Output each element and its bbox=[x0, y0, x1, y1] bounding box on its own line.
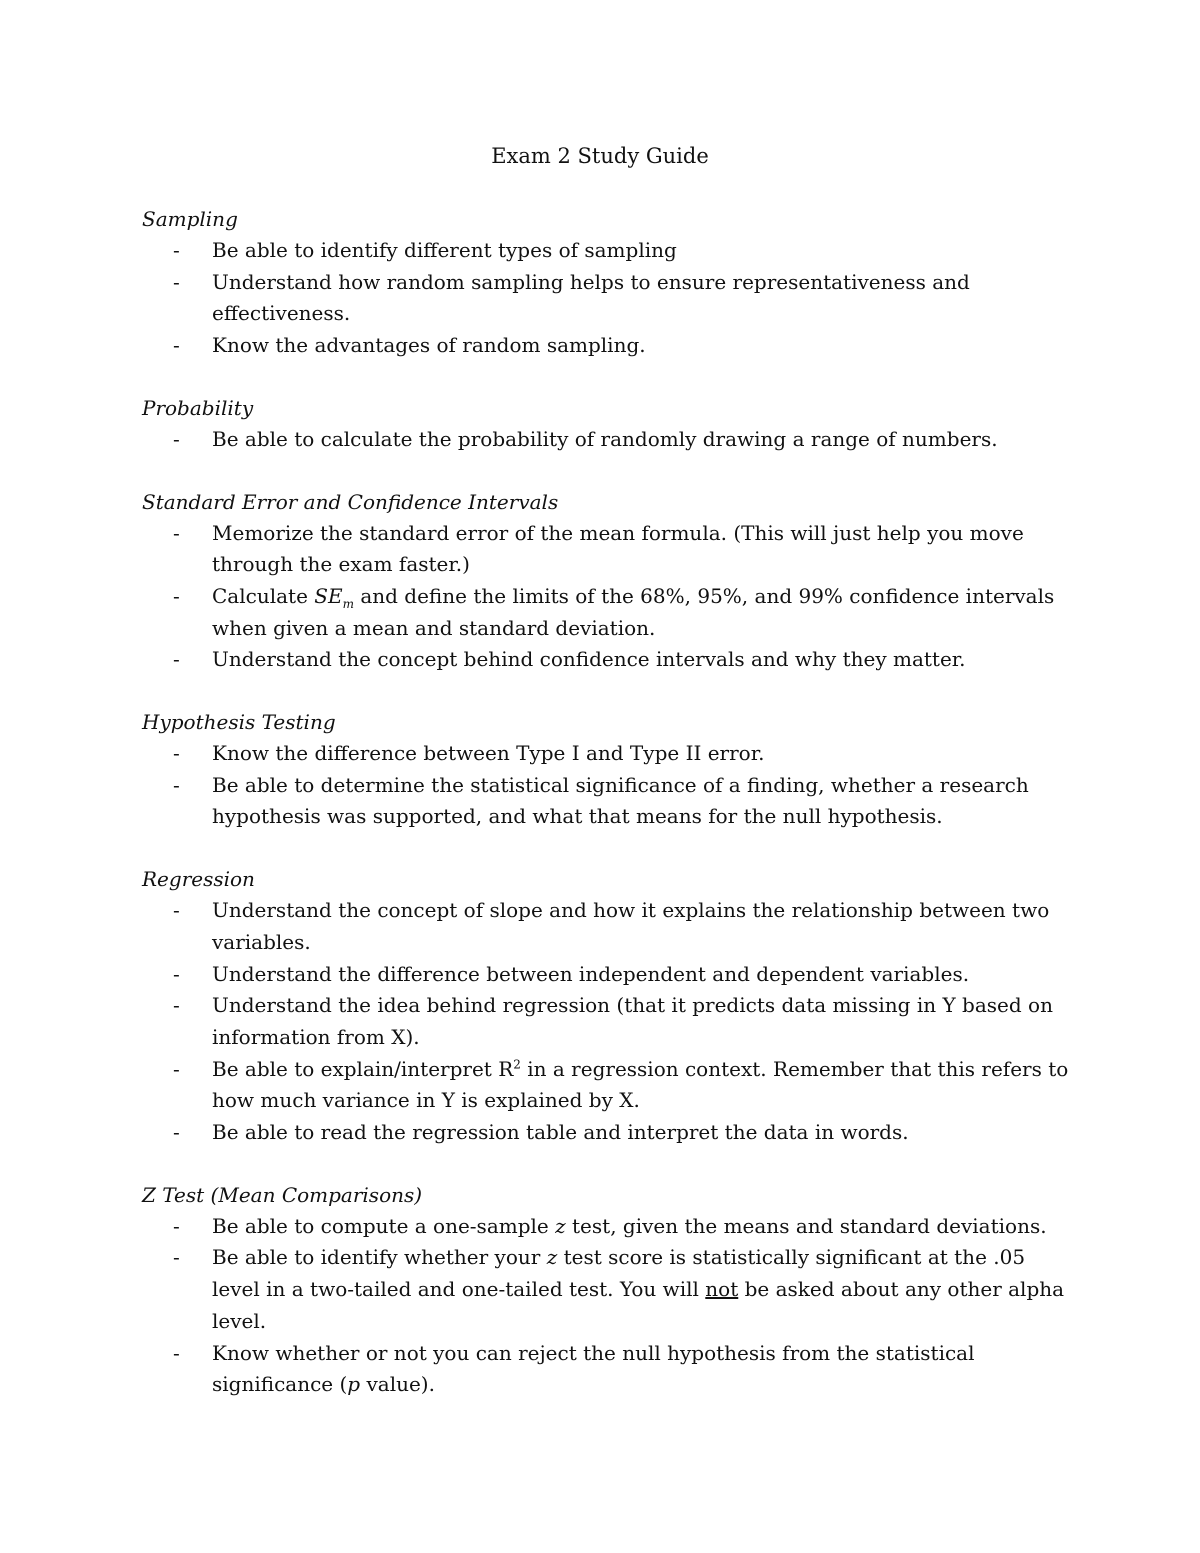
text-run: Memorize the standard error of the mean formula. (This will just help you move through the exam faster.) bbox=[212, 520, 1024, 577]
section-probability bbox=[142, 392, 1072, 456]
section-heading: Standard Error and Confidence Intervals bbox=[142, 489, 559, 514]
text-run: Understand the concept of slope and how it explains the relationship between two variables. bbox=[212, 898, 1050, 954]
text-run: m bbox=[342, 596, 354, 611]
dash-bullet: - bbox=[173, 647, 180, 672]
text-run: Be able to identify whether your bbox=[212, 1245, 547, 1270]
list-item bbox=[142, 990, 1072, 1053]
text-run: Understand how random sampling helps to ensure representativeness and effectiveness. bbox=[212, 269, 970, 326]
dash-bullet: - bbox=[173, 741, 180, 766]
dash-bullet: - bbox=[173, 269, 180, 294]
list-item bbox=[142, 267, 1072, 330]
text-run: Be able to identify different types of sampling bbox=[212, 238, 677, 262]
list-item-text bbox=[212, 1057, 1068, 1113]
list-item bbox=[142, 518, 1072, 581]
dash-bullet: - bbox=[173, 1340, 180, 1365]
dash-bullet: - bbox=[173, 426, 180, 451]
list-item-text bbox=[212, 1214, 1047, 1238]
text-run: Know the advantages of random sampling. bbox=[212, 333, 646, 358]
bullet-list bbox=[142, 235, 1072, 362]
list-item-text bbox=[212, 1341, 975, 1397]
dash-bullet: - bbox=[173, 1245, 180, 1270]
list-item-text bbox=[212, 898, 1049, 954]
bullet-list bbox=[142, 424, 1072, 456]
text-run: Understand the idea behind regression (that it predicts data missing in Y based on information from X). bbox=[212, 993, 1053, 1049]
dash-bullet: - bbox=[173, 1213, 180, 1238]
section-heading: Z Test (Mean Comparisons) bbox=[142, 1182, 423, 1207]
text-run: Know whether or not you can reject the null hypothesis from the statistical significance ( bbox=[212, 1340, 975, 1397]
list-item-text bbox=[212, 1245, 1064, 1332]
list-item-text bbox=[212, 521, 1024, 577]
list-item bbox=[142, 770, 1072, 833]
text-run: 2 bbox=[513, 1057, 521, 1071]
list-item bbox=[142, 895, 1072, 958]
list-item-text bbox=[212, 427, 998, 451]
dash-bullet: - bbox=[173, 520, 180, 545]
list-item bbox=[142, 1338, 1072, 1401]
dash-bullet: - bbox=[173, 238, 180, 262]
list-item bbox=[142, 1211, 1072, 1243]
list-item bbox=[142, 1117, 1072, 1149]
text-run: z bbox=[546, 1245, 558, 1270]
bullet-list bbox=[142, 518, 1072, 677]
list-item-text bbox=[212, 238, 677, 262]
list-item-text bbox=[212, 647, 966, 671]
text-run: Calculate bbox=[212, 583, 315, 608]
list-item bbox=[142, 424, 1072, 456]
text-run: z bbox=[555, 1213, 566, 1238]
text-run: Understand the concept behind confidence intervals and why they matter. bbox=[212, 647, 966, 672]
section-hypothesis-testing bbox=[142, 706, 1072, 833]
bullet-list bbox=[142, 895, 1072, 1149]
text-run: and define the limits of the 68%, 95%, and 99% confidence intervals when given a mean and standard deviation. bbox=[212, 583, 1055, 640]
list-item bbox=[142, 235, 1072, 267]
list-item bbox=[142, 581, 1072, 644]
section-heading: Sampling bbox=[142, 207, 238, 231]
list-item bbox=[142, 330, 1072, 362]
section-sampling bbox=[142, 203, 1072, 362]
text-run: SE bbox=[314, 583, 343, 608]
list-item bbox=[142, 738, 1072, 770]
text-run: Be able to determine the statistical significance of a finding, whether a research hypothesis was supported, and what that means for the null hypothesis. bbox=[212, 772, 1029, 829]
list-item bbox=[142, 1054, 1072, 1117]
dash-bullet: - bbox=[173, 1120, 180, 1145]
list-item-text bbox=[212, 333, 646, 357]
list-item-text bbox=[212, 962, 969, 986]
list-item-text bbox=[212, 741, 764, 765]
text-run: Be able to read the regression table and interpret the data in words. bbox=[212, 1120, 909, 1145]
text-run: Be able to explain/interpret R bbox=[212, 1056, 514, 1081]
text-run: not bbox=[705, 1277, 739, 1302]
document-title: Exam 2 Study Guide bbox=[491, 144, 709, 168]
bullet-list bbox=[142, 1211, 1072, 1401]
section-regression bbox=[142, 863, 1072, 1149]
text-run: test, given the means and standard deviations. bbox=[565, 1213, 1047, 1238]
list-item-text bbox=[212, 584, 1054, 640]
dash-bullet: - bbox=[173, 333, 180, 358]
text-run: p bbox=[347, 1372, 361, 1397]
dash-bullet: - bbox=[173, 993, 180, 1018]
section-heading: Probability bbox=[142, 395, 254, 420]
list-item-text bbox=[212, 270, 970, 326]
text-run: Be able to calculate the probability of randomly drawing a range of numbers. bbox=[212, 426, 998, 451]
list-item-text bbox=[212, 993, 1053, 1049]
text-run: Understand the difference between independent and dependent variables. bbox=[212, 961, 970, 986]
dash-bullet: - bbox=[173, 583, 180, 608]
dash-bullet: - bbox=[173, 961, 180, 986]
list-item bbox=[142, 1242, 1072, 1337]
list-item-text bbox=[212, 773, 1029, 829]
dash-bullet: - bbox=[173, 898, 180, 923]
list-item-text bbox=[212, 1120, 909, 1144]
dash-bullet: - bbox=[173, 772, 180, 797]
dash-bullet: - bbox=[173, 1056, 180, 1081]
text-run: Know the difference between Type I and Type II error. bbox=[212, 741, 765, 766]
section-standard-error-and-confidence-intervals bbox=[142, 486, 1072, 677]
section-heading: Hypothesis Testing bbox=[142, 710, 336, 735]
text-run: value). bbox=[360, 1372, 435, 1397]
document-body bbox=[142, 203, 1072, 1431]
bullet-list bbox=[142, 738, 1072, 833]
text-run: test score is statistically significant at the .05 level in a two-tailed and one-tailed test. You will bbox=[212, 1245, 1026, 1302]
text-run: Be able to compute a one-sample bbox=[212, 1213, 556, 1238]
text-run: in a regression context. Remember that this refers to how much variance in Y is explained by X. bbox=[212, 1056, 1069, 1113]
text-run: be asked about any other alpha level. bbox=[212, 1277, 1065, 1333]
section-heading: Regression bbox=[142, 867, 255, 892]
list-item bbox=[142, 644, 1072, 676]
section-z-test-mean-comparisons bbox=[142, 1179, 1072, 1401]
list-item bbox=[142, 959, 1072, 991]
